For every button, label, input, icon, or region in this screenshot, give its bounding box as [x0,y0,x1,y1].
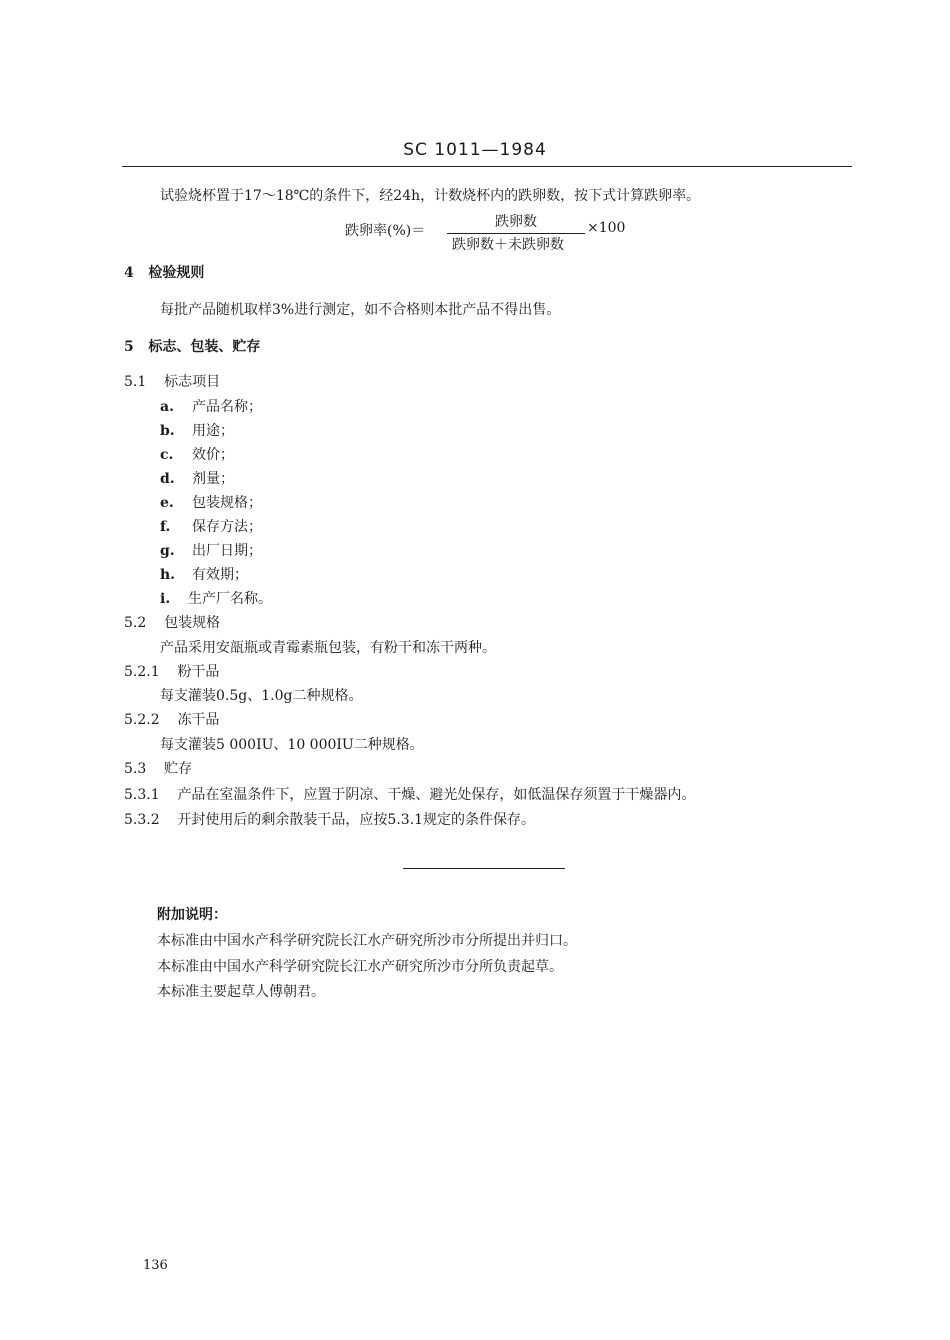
formula-lhs: 跌卵率(%)＝ [345,223,426,239]
formula-factor: ×100 [587,220,626,236]
formula-numerator: 跌卵数 [495,214,537,230]
page-number: 136 [143,1258,168,1273]
notes-line: 本标准主要起草人傅朝君。 [157,984,325,1000]
section-title: 粉干品 [177,664,220,680]
notes-line: 本标准由中国水产科学研究院长江水产研究所沙市分所负责起草。 [157,959,563,975]
section-number: 5.2.1 [124,664,160,680]
list-item: d. 剂量； [160,471,234,487]
section-5-2-text: 产品采用安瓿瓶或青霉素瓶包装，有粉干和冻干两种。 [160,640,496,656]
section-5-3-1 [124,786,695,804]
intro-paragraph: 试验烧杯置于17～18℃的条件下，经24h，计数烧杯内的跌卵数，按下式计算跌卵率。 [160,188,701,204]
section-5-3-2 [124,811,535,829]
notes-title: 附加说明： [157,907,227,923]
section-title: 标志项目 [164,374,221,390]
section-4-text: 每批产品随机取样3%进行测定，如不合格则本批产品不得出售。 [160,302,561,318]
list-item: i. 生产厂名称。 [160,591,272,607]
list-item: c. 效价； [160,447,234,463]
section-number: 5 [124,339,134,355]
section-title: 贮存 [164,761,193,777]
end-rule [403,868,565,869]
section-title: 检验规则 [148,265,205,281]
section-5-2-1-text: 每支灌装0.5g、1.0g二种规格。 [160,688,363,704]
section-text: 开封使用后的剩余散装干品，应按5.3.1规定的条件保存。 [177,812,536,828]
list-item: g. 出厂日期； [160,543,262,559]
section-5-1-heading [124,373,220,391]
list-item: e. 包装规格； [160,495,262,511]
formula-denominator: 跌卵数＋未跌卵数 [452,237,564,253]
section-number: 4 [124,265,134,281]
section-5-2-heading [124,614,220,632]
list-item: a. 产品名称； [160,399,262,415]
list-item: b. 用途； [160,423,234,439]
section-5-heading [124,338,260,356]
document-header: SC 1011—1984 [403,140,547,160]
section-title: 冻干品 [177,712,220,728]
section-number: 5.3 [124,761,147,777]
section-number: 5.2.2 [124,712,160,728]
header-rule [122,166,852,167]
section-number: 5.3.2 [124,812,160,828]
section-5-2-2-heading [124,711,219,729]
section-5-2-2-text: 每支灌装5 000IU、10 000IU二种规格。 [160,737,424,753]
section-5-3-heading [124,760,192,778]
section-title: 包装规格 [164,615,221,631]
list-item: h. 有效期； [160,567,248,583]
section-number: 5.2 [124,615,147,631]
section-number: 5.3.1 [124,787,160,803]
list-item: f. 保存方法； [160,519,262,535]
section-number: 5.1 [124,374,147,390]
section-4-heading [124,264,204,282]
notes-line: 本标准由中国水产科学研究院长江水产研究所沙市分所提出并归口。 [157,933,577,949]
section-text: 产品在室温条件下，应置于阴凉、干燥、避光处保存，如低温保存须置于干燥器内。 [177,787,696,803]
section-5-2-1-heading [124,663,219,681]
section-title: 标志、包装、贮存 [148,339,261,355]
